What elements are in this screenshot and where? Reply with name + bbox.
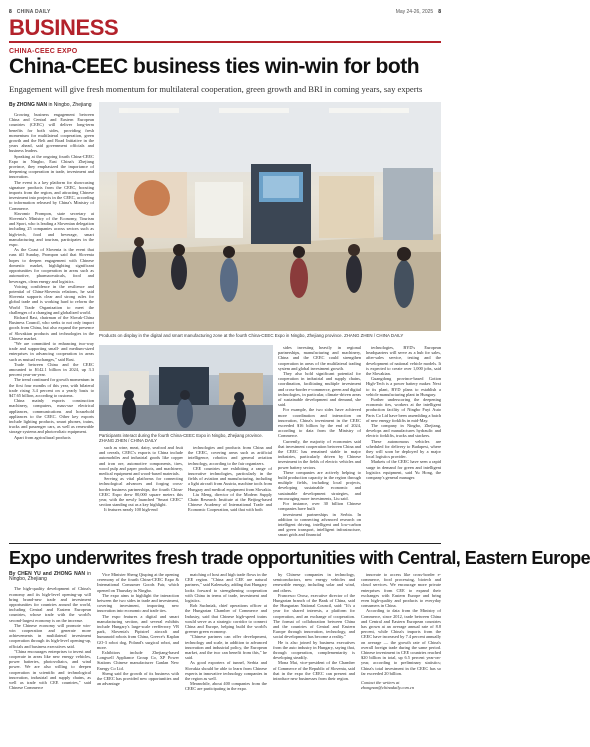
story2-column-4: [273, 572, 355, 742]
paragraph: Speaking at the ongoing fourth China-CEEC Expo in Ningbo, East China's Zhejiang province, they emphasized the importance of deepening cooperation in trade, investment and innovation.: [9, 153, 94, 180]
main-deck: Engagement will give fresh momentum for multilateral cooperation, green growth and BRI in coming years, say experts: [9, 84, 423, 94]
paragraph: It features nearly 100 high-end: [104, 507, 158, 513]
second-headline: Expo underwrites fresh trade opportunities with Central, Eastern Europe: [9, 548, 590, 568]
byline-name: By ZHONG NAN: [9, 102, 48, 108]
paragraph: technologies and products from China and the CEEC, covering areas such as artificial intelligence, robotics and general aviation technology, according to the fair organizers.: [188, 445, 272, 466]
paragraph: Richard Rast, chairman of the Slovak-China Business Council, who seeks to not only import goods from China, but also expand the presence of Slovakian products and technologies in the Chinese market.: [9, 314, 94, 341]
masthead-right: [396, 9, 441, 15]
paragraph: These autonomous vehicles are scheduled for delivery to Budapest, where they will soon be deployed by a major local logistics provider.: [366, 438, 441, 460]
paragraph: technologies, BYD's European headquarters will serve as a hub for sales, after-sales service, testing and the development of national vehicle models. It is expected to create over 1,000 jobs, said the Slovakian.: [366, 345, 441, 377]
contact-label: Contact the writers at: [361, 680, 400, 686]
paragraph: by Chinese companies in technology, semiconductors, new energy vehicles and renewable energy, including solar and wind, and others.: [273, 572, 355, 593]
expo-booth-illustration: [99, 345, 273, 431]
paragraph: The expo features a digital and smart manufacturing section, and several exhibits include Hungary's large-scale reefferrory VR park, Slovenia's Pipistrel aircraft and humanoid robots from China, Greece's Kaplan GO-3 robot dog, Poland's surgical robot, and more.: [97, 613, 179, 650]
story-divider: [9, 543, 441, 544]
paragraph: Liu Meng, director of the Modern Supply Chain Research Institute at the Beijing-based Chinese Academy of International Trade and Economic Cooperation, said that with both: [188, 491, 272, 513]
page-number: 8: [9, 9, 12, 15]
paragraph: For example, the two sides have achieved more coordination and interaction on innovation, China's investment in the CEEC exceeded $16 billion by the end of 2024, according to data from the Ministry of Commerce.: [278, 407, 361, 439]
paragraph: China mainly exports construction machinery, computers, mass-use electrical appliances, communications and household appliances to the CEEC. Other key exports include lighting products, smart phones, trains, trucks and passenger cars, as well as renewable storage systems and photovoltaic equipment.: [9, 398, 94, 435]
paper-name: CHINA DAILY: [16, 9, 51, 15]
paragraph: "We are committed to enhancing two-way trade and supporting small- and medium-sized enterprises in advancing cooperation in areas such as mutual exchanges," said Rast.: [9, 340, 94, 362]
paragraph: Voicing confidence in the resilience and potential of China-Slovenia relations, he said Slovenia supports clear and strong rules for global trade and is working hard to reform the World Trade Organization to meet the challenges of a changing and globalized world.: [9, 283, 94, 315]
paragraph: Mona Mai, vice-president of the Chamber of Commerce of the Republic of Slovenia, said that in the expo the CEEC can present and introduce new businesses from their region.: [273, 660, 355, 682]
section-kicker: CHINA-CEEC EXPO: [9, 48, 78, 55]
paragraph: The event is a key platform for showcasing signature products from the CEEC, boosting imports from the region, and attracting Chinese investment into projects in the CEEC, according to information released by China's Ministry of Commerce.: [9, 179, 94, 211]
photo-credit: ZHANG ZHEN / CHINA DAILY: [344, 333, 404, 338]
paragraph: Francesco Orosz, executive director of the Hungarian branch of the Bank of China, said the Hungarian National Council, said: "It's a year for shared interests, a platform for cooperation, and an exchange of cooperation. The format of collaboration between China and the countries of Central and Eastern Europe through innovation, technology, and social development has become a reality.": [273, 592, 355, 640]
story1-col1-text: [9, 112, 94, 440]
caption-text: Products on display in the digital and smart manufacturing zone at the fourth China-CEEC Expo in Ningbo, Zhejiang province.: [99, 333, 343, 338]
paragraph: sides investing heavily in regional partnerships, manufacturing and machinery, China and the CEEC could strengthen cooperation in areas of the multilateral trading system and global investment growth.: [278, 345, 361, 371]
story1-column-5: [366, 345, 441, 537]
story1-byline: [9, 102, 94, 108]
paragraph: As good exporters of tunnel, Serbia and Slovakia should be able to learn from Chinese experts in innovative technology companies in the region as well.: [185, 660, 267, 682]
section-header: [9, 17, 441, 55]
story2-column-2: [97, 572, 179, 742]
page-tag: 8: [438, 9, 441, 15]
paragraph: Rob Suchniak, chief operations officer at the Hungarian Chamber of Commerce and Industry, said that Chinese high-speed trains would serve as a strategic corridor to connect China and Europe, helping build the world's greener green economy.: [185, 603, 267, 635]
section-rule: [9, 41, 441, 43]
main-headline: China-CEEC business ties win-win for both: [9, 55, 420, 78]
contact-info: [361, 680, 441, 690]
paragraph: For instance, over 30 billion Chinese companies have built: [278, 501, 361, 512]
paragraph: The high-quality development of China's economy and its high-level opening-up will bring brand-new trade and investment opportunities for countries around the world, including Central and Eastern European countries, whose trade with the world's second-largest economy is on the increase.: [9, 586, 91, 623]
display-screen: [259, 172, 303, 202]
main-photo: [99, 102, 441, 331]
paragraph: The expo aims to highlight the interaction between the two sides in trade and investment, covering investment, importing new innovation into economic and trade ties.: [97, 592, 179, 614]
paragraph: Markets of the CEEC have seen a rapid surge in demand for green and intelligent logistics equipment, said Yu Hong, the company's general manager.: [366, 459, 441, 481]
paragraph: As the Coast of Slovenia is the event that runs till Sunday, Prompon said that Slovenia hopes to deepen engagement with Chinese domestic market, highlighting significant opportunities for cooperation in areas such as automotive, pharmaceuticals, food and beverages, clean energy and logistics.: [9, 247, 94, 284]
story2-column-3: [185, 572, 267, 742]
paragraph: Vice Minister Sheng Qiuping at the opening ceremony of the fourth China-CEEC Expo & International Consumer Goods Fair, which opened on Thursday in Ningbo.: [97, 572, 179, 593]
issue-date: May 24-26, 2025: [395, 9, 434, 15]
expo-hall-illustration: [99, 102, 441, 331]
paragraph: Serving as vital platforms for connecting technological advances and forging cross-border business partnerships, the fourth China-CEEC Expo drew 80,000 square meters this year, with the newly launched "Smart CEEC" section standing out as a key highlight.: [99, 476, 183, 508]
story2-column-5: [361, 572, 441, 742]
story2-column-1: [9, 572, 91, 742]
story1-column-4: [278, 345, 361, 537]
secondary-photo: [99, 345, 273, 431]
paragraph: According to data from the Ministry of Commerce, since 2012, trade between China and Central and Eastern European countries has grown at an average annual rate of 8.8 percent, while China's imports from the CEEC have increased by 7.4 percent annually on average — the growth rate of China's overall foreign trade during the same period. Chinese investment in CEE countries reached $20 billion in total, up 6.5 percent year-on-year, according to preliminary statistics; China's total investment in the CEEC has so far exceeded 20 billion.: [361, 608, 441, 676]
paragraph: They also hold significant potential for cooperation in industrial and supply chains, coordination, facilitating multiple investment and cross-border e-commerce, green and digital technologies, in particular, climate-driven areas of sustainable development and demand, she said.: [278, 371, 361, 408]
story1-column-1: [9, 102, 94, 532]
paragraph: "Chinese partners can offer development, technology and scale, in addition to advanced innovation and industrial policy, the European market, and the two can benefit from this," he said.: [185, 634, 267, 661]
byline-location: in Ningbo, Zhejiang: [48, 102, 92, 108]
paragraph: The trend continued for growth momentum in the first four months of this year, with bilateral trade rising 3.4 percent on a yearly basis to $47.65 billion, according to customs.: [9, 377, 94, 398]
section-title: BUSINESS: [9, 15, 119, 40]
paragraph: Meanwhile, about 400 companies from the CEEC are participating in the expo.: [185, 681, 267, 692]
paragraph: Currently, the majority of economies said that investment cooperation between China and the CEEC has remained stable in major industries, particularly driven by Chinese investment in the fields of electric vehicles and power battery sectors.: [278, 438, 361, 470]
paragraph: innovate to access like cross-border e-commerce, food processing, biotech and cloud services. We encourage more private enterprises from CEE to expand their exchanges with Eastern Europe and bring even high-quality and products to everyday consumers in China.: [361, 572, 441, 609]
paragraph: Apart from agricultural products: [14, 434, 71, 440]
story2-byline: [9, 572, 91, 582]
byline-name: By CHEN YU and ZHONG NAN: [9, 571, 85, 577]
story1-column-2: [99, 445, 183, 537]
byline-location: in Ningbo, Zhejiang: [9, 571, 92, 583]
paragraph: Slavomir Prompon, state secretary at Slovenia's Ministry of the Economy, Tourism and Sport, who is leading a Slovenian delegation including 25 companies across sectors such as high-tech, food and beverage, smart manufacturing and tourism, participates in the expo.: [9, 210, 94, 248]
paragraph: He is also joined by business executives from the auto industry in Hungary, saying that, through cooperation, complementarity is developing steadily.: [273, 639, 355, 661]
paragraph: Growing business engagement between China and Central and Eastern European countries (CEEC) will deliver long-term benefits for both sides, providing fresh momentum for multilateral cooperation, green growth and the Belt and Road Initiative in the years ahead, said government officials and business leaders.: [9, 112, 94, 154]
photo-credit: ZHANG ZHEN / CHINA DAILY: [99, 438, 157, 443]
paragraph: investment partnerships in Serbia. In addition to connecting advanced research on intelligent driving, intelligent and low-carbon and green transport, intelligent infrastructure, smart grids and financial: [278, 511, 361, 538]
paragraph: The Chinese economy will promote win-win cooperation and generate more achievements in multilateral investment cooperation through its high-level opening-up, officials and business executives said.: [9, 622, 91, 649]
paragraph: "China encourages enterprises to invest and cooperate in areas like new energy vehicles, power batteries, photovoltaics, and wind power. We are also willing to deepen cooperation in scientific and technological innovation, industrial and supply chains, as well as trade with CEE countries," said Chinese Commerce: [9, 648, 91, 691]
paragraph: such as wine, meat, dairy, seafood and fruit and cereals, CEEC's exports to China include automobiles and industrial goods like copper and iron ore, automotive components, tires, wood pulp and paper products, and machinery, medical equipment and wood-based materials.: [99, 445, 183, 477]
paragraph: These companies are actively helping to build production capacity in the region through multiple fields, including local projects, developing sustainable economic and sustainable development strategies, and encouraging more investments, Liu said.: [278, 469, 361, 501]
main-photo-caption: [99, 333, 441, 338]
story1-column-3: [188, 445, 272, 537]
paragraph: The company in Ningbo, Zhejiang, develops and manufactures hydraulic and electric forklifts, trucks and stackers.: [366, 423, 441, 439]
paragraph: Further underscoring the deepening economic ties, workers at the intelligent production facility of Ningbo Fuyi Auto Parts Co Ltd have been assembling a batch of new energy forklifts in mid-May.: [366, 397, 441, 423]
paragraph: matching of host and high trade flows in the CEE region. "China and CEE are natural partners," said Kalenszky, adding that Hungary looks forward to strengthening cooperation with China in terms of trade, investment and logistics.: [185, 572, 267, 604]
caption-text: Participants interact during the fourth China-CEEC Expo in Ningbo, Zhejiang province.: [99, 433, 263, 438]
paragraph: Sheng said the growth of its business with the CEEC has provided new opportunities and an advantage: [97, 670, 179, 687]
paragraph: Exhibitors include Zhejiang-based Longwell Appliance Group Co, XP Power Stations Chinese manufacturer Ganlan New Energy Co Ltd.: [97, 650, 179, 671]
paragraph: Guangdong province-based Gotion High-Tech is a power battery maker. Next to its plant, BYD plans to establish a vehicle manufacturing plant in Hungary.: [366, 376, 441, 397]
secondary-photo-caption: [99, 433, 273, 443]
contact-email[interactable]: zhongnan@chinadaily.com.cn: [361, 685, 415, 691]
paragraph: Trade between China and the CEEC amounted to $142.1 billion in 2024, up 3.3 percent year-on-year.: [9, 361, 94, 378]
paragraph: CEE countries are exhibiting a range of innovative technologies, particularly in the fields of aviation and manufacturing, including a light aircraft from Austria, machine tools from Hungary and medical equipment from Slovakia.: [188, 465, 272, 492]
